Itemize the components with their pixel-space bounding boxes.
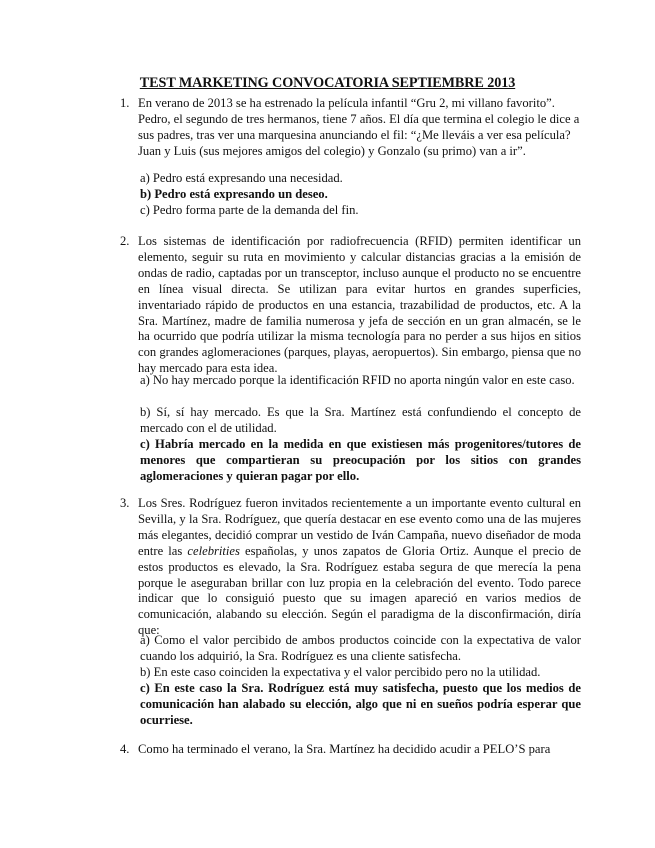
- question-number: 3.: [120, 496, 130, 510]
- question-2: [120, 234, 581, 377]
- question-text-part: Los Sres. Rodríguez fueron invitados recientemente a un importante evento cultural en Sevilla, y la Sra. Rodríguez, que quería destacar en ese evento como una de las mujeres más elegantes, decidió comprar un vestido de Iván Campaña, nuevo diseñador de moda entre las: [138, 496, 581, 558]
- question-number: 1.: [120, 96, 130, 110]
- question-1-option-a: a) Pedro está expresando una necesidad.: [140, 171, 343, 185]
- question-text: Como ha terminado el verano, la Sra. Martínez ha decidido acudir a PELO’S para: [138, 742, 551, 756]
- question-text-part: españolas, y unos zapatos de Gloria Ortiz. Aunque el precio de estos productos es elevado, la Sra. Rodríguez estaba segura de que merecía la pena porque le aseguraban brillar con luz propia en la celebración del evento. Todo parece indicar que lo consiguió puesto que su imagen apareció en varios medios de comunicación, alabando su elección. Según el paradigma de la disconfirmación, diría que:: [138, 543, 581, 638]
- question-1: [120, 96, 581, 160]
- question-2-option-c: c) Habría mercado en la medida en que existiesen más progenitores/tutores de menores que compartieran su preocupación por los sitios con grandes aglomeraciones y quieran pagar por ello.: [140, 437, 581, 483]
- question-3-option-a: a) Como el valor percibido de ambos productos coincide con la expectativa de valor cuando los adquirió, la Sra. Rodríguez es una cliente satisfecha.: [140, 633, 581, 663]
- question-4: [120, 742, 581, 758]
- question-1-option-b: b) Pedro está expresando un deseo.: [140, 187, 328, 201]
- question-number: 2.: [120, 234, 130, 248]
- question-text: Los sistemas de identificación por radiofrecuencia (RFID) permiten identificar un elemento, seguir su ruta en movimiento y calcular distancias gracias a la emisión de ondas de radio, captadas por un transceptor, incluso aunque el producto no se encuentre en línea visual directa. Se utilizan para evitar hurtos en grandes superficies, inventariado rápido de productos en una estancia, trazabilidad de productos, etc. A la Sra. Martínez, madre de familia numerosa y jefa de sección en un gran almacén, se le ha ocurrido que podría utilizar la misma tecnología para no perder a sus hijos en sitios con grandes aglomeraciones (parques, playas, aeropuertos). Sin embargo, piensa que no hay mercado para esta idea.: [138, 234, 581, 376]
- question-2-option-a: a) No hay mercado porque la identificación RFID no aporta ningún valor en este caso.: [140, 373, 575, 387]
- question-1-option-c: c) Pedro forma parte de la demanda del fin.: [140, 203, 359, 217]
- question-text: [138, 496, 581, 639]
- document-title: TEST MARKETING CONVOCATORIA SEPTIEMBRE 2013: [139, 75, 516, 91]
- question-number: 4.: [120, 742, 130, 756]
- question-text-italic: celebrities: [187, 543, 240, 558]
- question-3-option-b: b) En este caso coinciden la expectativa y el valor percibido pero no la utilidad.: [140, 665, 541, 679]
- question-3: [120, 496, 581, 639]
- question-2-option-b: b) Sí, sí hay mercado. Es que la Sra. Martínez está confundiendo el concepto de mercado con el de utilidad.: [140, 405, 581, 435]
- question-3-option-c: c) En este caso la Sra. Rodríguez está muy satisfecha, puesto que los medios de comunicación han alabado su elección, algo que ni en sueños podría esperar que ocurriese.: [140, 681, 581, 727]
- question-text: En verano de 2013 se ha estrenado la película infantil “Gru 2, mi villano favorito”. Pedro, el segundo de tres hermanos, tiene 7 años. El día que termina el colegio le dice a sus padres, tras ver una marquesina anunciando el fil: “¿Me lleváis a ver esa película? Juan y Luis (sus mejores amigos del colegio) y Gonzalo (su primo) van a ir”.: [138, 96, 580, 158]
